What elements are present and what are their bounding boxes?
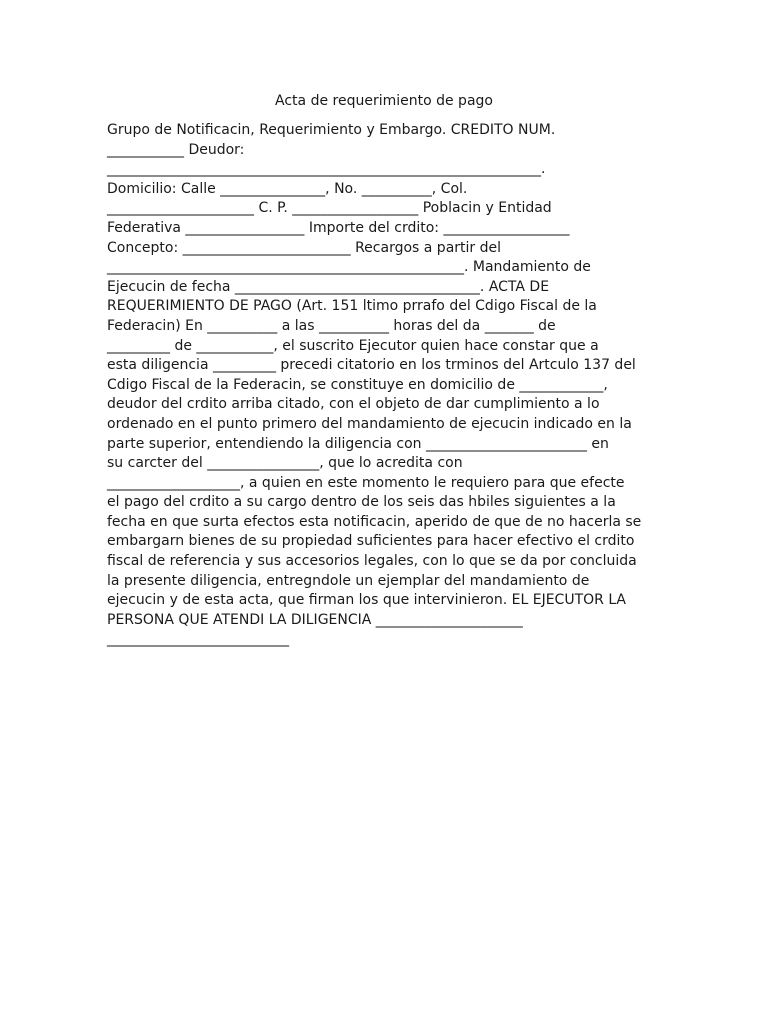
body-text-line: __________________________ <box>107 631 289 648</box>
document-body <box>107 121 667 650</box>
body-text-line: ___________ Deudor: <box>107 141 245 158</box>
body-text-line: embargarn bienes de su propiedad suficientes para hacer efectivo el crdito <box>107 533 635 550</box>
body-text-line: Federativa _________________ Importe del crdito: __________________ <box>107 219 570 236</box>
body-text-line: Grupo de Notificacin, Requerimiento y Embargo. CREDITO NUM. <box>107 122 556 138</box>
body-text-line: Federacin) En __________ a las __________ horas del da _______ de <box>107 317 556 334</box>
body-text-line: Cdigo Fiscal de la Federacin, se constituye en domicilio de ____________, <box>107 376 608 393</box>
body-text-line: ______________________________________________________________. <box>107 161 546 178</box>
body-text-line: ordenado en el punto primero del mandamiento de ejecucin indicado en la <box>107 415 632 432</box>
body-text-line: REQUERIMIENTO DE PAGO (Art. 151 ltimo prrafo del Cdigo Fiscal de la <box>107 298 597 315</box>
document-title: Acta de requerimiento de pago <box>275 93 493 109</box>
body-text-line: deudor del crdito arriba citado, con el objeto de dar cumplimiento a lo <box>107 396 600 413</box>
body-text-line: Ejecucin de fecha ___________________________________. ACTA DE <box>107 278 550 295</box>
body-text-line: PERSONA QUE ATENDI LA DILIGENCIA _____________________ <box>107 611 523 628</box>
body-text-line: Concepto: ________________________ Recargos a partir del <box>107 239 502 256</box>
body-text-line: ___________________, a quien en este momento le requiero para que efecte <box>107 474 625 491</box>
body-text-line: ejecucin y de esta acta, que firman los que intervinieron. EL EJECUTOR LA <box>107 592 627 609</box>
body-text-line: su carcter del ________________, que lo acredita con <box>107 455 463 472</box>
body-text-line: fecha en que surta efectos esta notificacin, aperido de que de no hacerla se <box>107 513 642 530</box>
body-text-line: esta diligencia _________ precedi citatorio en los trminos del Artculo 137 del <box>107 357 636 374</box>
body-text-line: Domicilio: Calle _______________, No. __________, Col. <box>107 180 468 197</box>
body-text-line: _____________________ C. P. __________________ Poblacin y Entidad <box>107 200 552 217</box>
body-text-line: ___________________________________________________. Mandamiento de <box>107 259 591 276</box>
body-text-line: el pago del crdito a su cargo dentro de los seis das hbiles siguientes a la <box>107 494 616 511</box>
body-text-line: _________ de ___________, el suscrito Ejecutor quien hace constar que a <box>107 337 599 354</box>
body-text-line: fiscal de referencia y sus accesorios legales, con lo que se da por concluida <box>107 553 637 570</box>
body-text-line: parte superior, entendiendo la diligencia con _______________________ en <box>107 435 609 452</box>
body-text-line: la presente diligencia, entregndole un ejemplar del mandamiento de <box>107 572 590 589</box>
